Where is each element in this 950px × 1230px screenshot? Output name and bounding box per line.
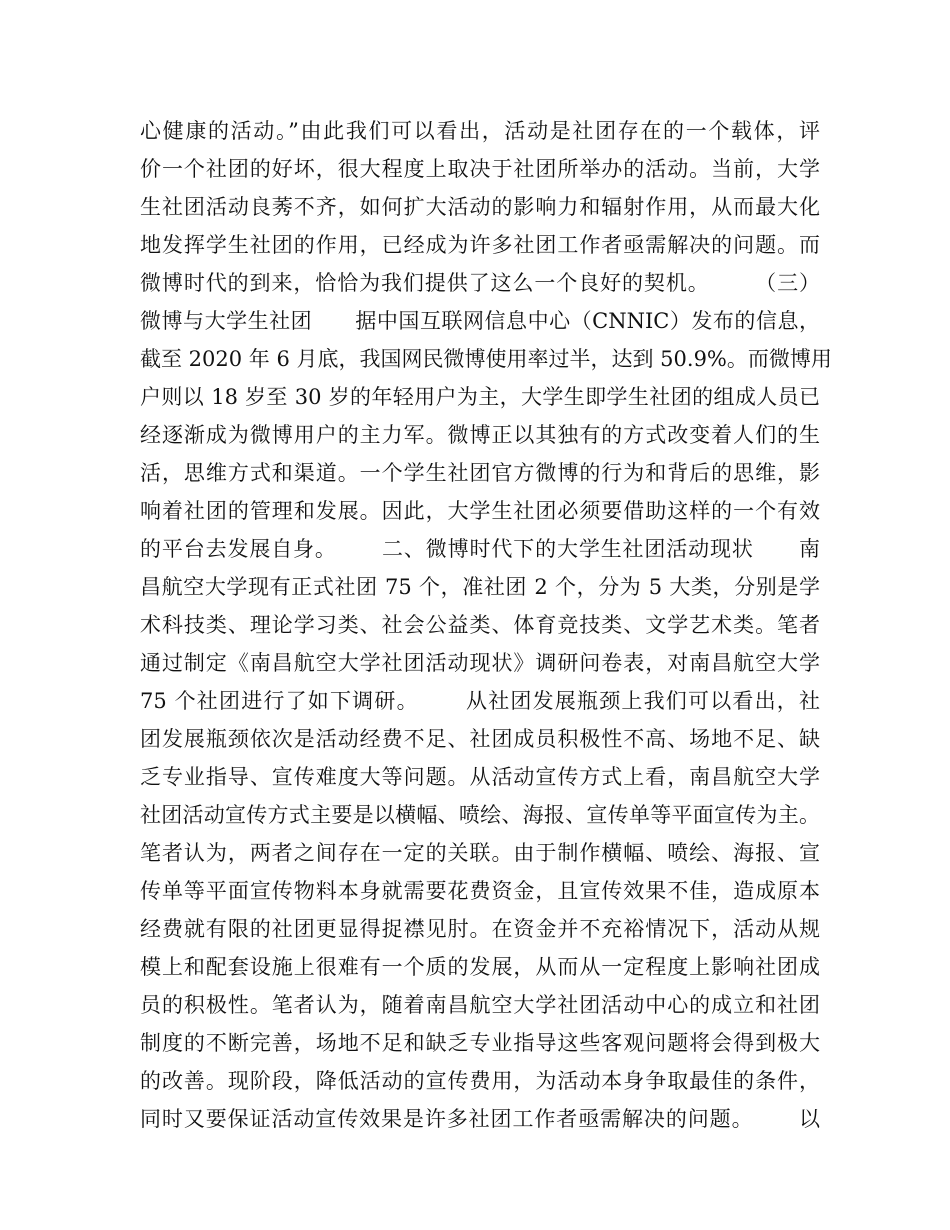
text-line-10: 活，思维方式和渠道。一个学生社团官方微博的行为和背后的思维，影 xyxy=(140,461,820,485)
text-line-13: 昌航空大学现有正式社团 75 个，准社团 2 个，分为 5 大类，分别是学 xyxy=(140,575,820,599)
text-line-1: 心健康的活动。”由此我们可以看出，活动是社团存在的一个载体，评 xyxy=(140,119,820,143)
text-line-5: 微博时代的到来，恰恰为我们提供了这么一个良好的契机。 （三） xyxy=(140,271,820,295)
text-line-7: 截至 2020 年 6 月底，我国网民微博使用率过半，达到 50.9%。而微博用 xyxy=(140,347,832,371)
text-line-20: 笔者认为，两者之间存在一定的关联。由于制作横幅、喷绘、海报、宣 xyxy=(140,841,820,865)
text-line-24: 员的积极性。笔者认为，随着南昌航空大学社团活动中心的成立和社团 xyxy=(140,993,820,1017)
text-line-23: 模上和配套设施上很难有一个质的发展，从而从一定程度上影响社团成 xyxy=(140,955,820,979)
text-line-2: 价一个社团的好坏，很大程度上取决于社团所举办的活动。当前，大学 xyxy=(140,157,820,181)
text-line-11: 响着社团的管理和发展。因此，大学生社团必须要借助这样的一个有效 xyxy=(140,499,820,523)
text-line-19: 社团活动宣传方式主要是以横幅、喷绘、海报、宣传单等平面宣传为主。 xyxy=(140,803,820,827)
text-line-21: 传单等平面宣传物料本身就需要花费资金，且宣传效果不佳，造成原本 xyxy=(140,879,820,903)
body-text xyxy=(140,112,832,1138)
text-line-25: 制度的不断完善，场地不足和缺乏专业指导这些客观问题将会得到极大 xyxy=(140,1031,820,1055)
text-line-14: 术科技类、理论学习类、社会公益类、体育竞技类、文学艺术类。笔者 xyxy=(140,613,820,637)
text-line-9: 经逐渐成为微博用户的主力军。微博正以其独有的方式改变着人们的生 xyxy=(140,423,820,447)
text-line-12: 的平台去发展自身。 二、微博时代下的大学生社团活动现状 南 xyxy=(140,537,820,561)
text-line-26: 的改善。现阶段，降低活动的宣传费用，为活动本身争取最佳的条件， xyxy=(140,1069,820,1093)
text-line-18: 乏专业指导、宣传难度大等问题。从活动宣传方式上看，南昌航空大学 xyxy=(140,765,820,789)
text-line-27: 同时又要保证活动宣传效果是许多社团工作者亟需解决的问题。 以 xyxy=(140,1107,820,1131)
text-line-3: 生社团活动良莠不齐，如何扩大活动的影响力和辐射作用，从而最大化 xyxy=(140,195,820,219)
text-line-22: 经费就有限的社团更显得捉襟见肘。在资金并不充裕情况下，活动从规 xyxy=(140,917,820,941)
text-line-4: 地发挥学生社团的作用，已经成为许多社团工作者亟需解决的问题。而 xyxy=(140,233,820,257)
text-line-15: 通过制定《南昌航空大学社团活动现状》调研问卷表，对南昌航空大学 xyxy=(140,651,820,675)
text-line-8: 户则以 18 岁至 30 岁的年轻用户为主，大学生即学生社团的组成人员已 xyxy=(140,385,820,409)
text-line-16: 75 个社团进行了如下调研。 从社团发展瓶颈上我们可以看出，社 xyxy=(140,689,820,713)
text-line-17: 团发展瓶颈依次是活动经费不足、社团成员积极性不高、场地不足、缺 xyxy=(140,727,820,751)
text-line-6: 微博与大学生社团 据中国互联网信息中心（CNNIC）发布的信息， xyxy=(140,309,820,333)
